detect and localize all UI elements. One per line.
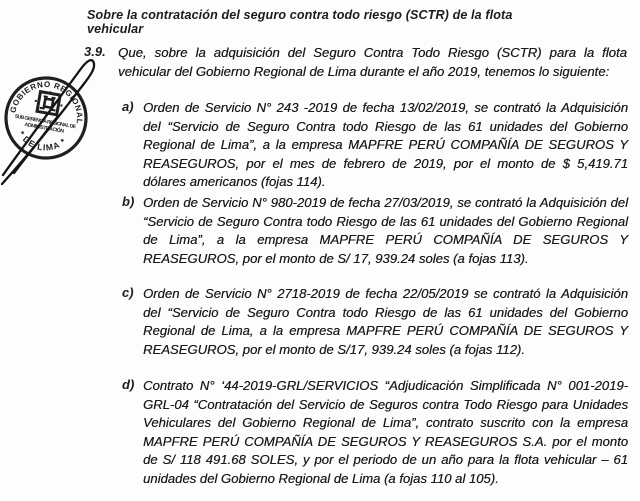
item-d-label: d) — [122, 377, 135, 392]
stamp-middle-line2: ADMINISTRACIÓN — [23, 121, 65, 135]
item-a-text: Orden de Servicio N° 243 -2019 de fecha 13/02/2019, se contrató la Adquisición del “Servicio de Seguro Contra todo Riesgo de las 61 unidades del Gobierno Regional de Lima”, a la empresa MAPFRE PERÚ COMPAÑÍA DE SEGUROS Y REASEGUROS, por el mes de febrero de 2019, por el monto de $ 5,419.71 dólares americanos (fojas 114). — [143, 100, 628, 190]
stamp-middle-line1: SUB GERENCIA REGIONAL DE — [14, 113, 77, 131]
item-b-label: b) — [122, 194, 135, 209]
section-paragraph: Que, sobre la adquisición del Seguro Contra Todo Riesgo (SCTR) para la flota vehicular del Gobierno Regional de Lima durante el año 2019, tenemos lo siguiente: — [118, 45, 627, 79]
stamp-bottom-arc-text: * DE LIMA * — [16, 129, 69, 153]
item-a-label: a) — [122, 99, 134, 114]
official-stamp — [0, 52, 105, 185]
item-c-label: c) — [122, 285, 134, 300]
document-title: Sobre la contratación del seguro contra todo riesgo (SCTR) de la flota vehicular — [87, 8, 513, 36]
item-c-text: Orden de Servicio N° 2718-2019 de fecha 22/05/2019 se contrató la Adquisición del “Servicio de Seguro Contra todo Riesgo de las 61 unidades del Gobierno Regional de Lima, a la empresa MAPFRE PERÚ COMPAÑÍA DE SEGUROS Y REASEGUROS, por el monto de S/17, 939.24 soles (a fojas 112). — [143, 286, 628, 357]
stamp-seal — [0, 72, 92, 165]
item-d-text: Contrato N° ‘44-2019-GRL/SERVICIOS “Adjudicación Simplificada N° 001-2019-GRL-04 “Contratación del Servicio de Seguros contra Todo Riesgo para Unidades Vehiculares del Gobierno Regional de Lima”, contrato suscrito con la empresa MAPFRE PERÚ COMPAÑÍA DE SEGUROS Y REASEGUROS S.A. por el monto de S/ 118 491.68 SOLES, y por el periodo de un año para la flota vehicular – 61 unidades del Gobierno Regional de Lima (a fojas 110 al 105). — [143, 378, 628, 486]
stamp-top-arc-text: GOBIERNO REGIONAL — [8, 79, 85, 125]
section-number: 3.9. — [84, 44, 106, 59]
item-b-text: Orden de Servicio N° 980-2019 de fecha 27/03/2019, se contrató la Adquisición del “Servicio de Seguro Contra todo Riesgo de las 61 unidades del Gobierno Regional de Lima”, a la empresa MAPFRE PERÚ COMPAÑÍA DE SEGUROS Y REASEGUROS, por el monto de S/ 17, 939.24 soles (a fojas 113). — [143, 195, 628, 266]
